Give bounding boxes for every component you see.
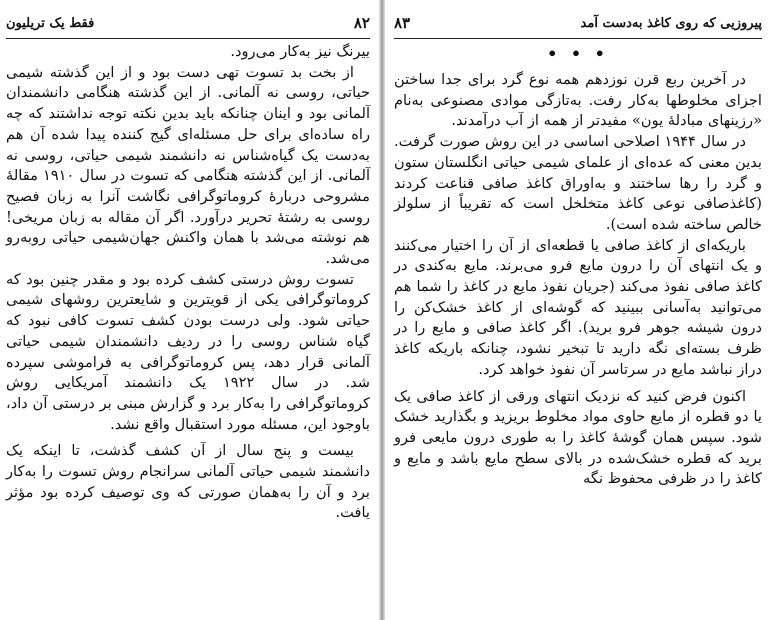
paragraph: تسوت روش درستی کشف کرده بود و مقدر چنین بود که کروماتوگرافی یکی از قویترین و شایعترین روشهای شیمی حیاتی شود. ولی درست بودن کشف تسوت کافی نبود که گیاه شناس روسی را در ردیف دانشمندان شیمی حیاتی آلمانی قرار دهد، پس کروماتوگرافی به فراموشی سپرده شد. در سال ۱۹۲۲ یک دانشمند آمریکایی روش کروماتوگرافی را به‌کار برد و گزارش مبنی بر درستی آن داد، باوجود این، مسئله مورد استقبال واقع نشد. [6,270,370,433]
page-number: ۸۳ [394,14,411,32]
body-text [394,70,762,490]
paragraph: بیست و پنج سال از آن کشف گذشت، تا اینکه یک دانشمند شیمی حیاتی آلمانی سرانجام روش تسوت را به‌کار برد و آن را به‌همان صورتی که وی توصیف کرده بود مؤثر یافت. [6,442,370,522]
paragraph: اکنون فرض کنید که نزدیک انتهای ورقی از کاغذ صافی یک یا دو قطره از مایع حاوی مواد مخلوط بریزید و بگذارید خشک شود. سپس همان گوشهٔ کاغذ را به طوری درون مایعی فرو برید که قطره خشک‌شده در بالای سطح مایع باشد و مایع و کاغذ را در ظرفی محفوظ نگه [394,387,762,488]
paragraph: در آخرین ربع قرن نوزدهم همه نوع گرد برای جدا ساختن اجزای مخلوطها به‌کار رفت. به‌تازگی موادی مصنوعی به‌نام «رزینهای مبادلهٔ یون» مفیدتر از همه از آب در‌آمدند. [394,71,762,130]
page-header [394,8,762,39]
book-spine [379,0,385,620]
running-head: پیروزیی که روی کاغذ به‌دست آمد [580,15,762,31]
paragraph: باریکه‌ای از کاغذ صافی یا قطعه‌ای از آن را اختیار می‌کنند و یک انتهای آن را درون مایع فرو می‌برند. مایع به‌کندی در کاغذ صافی نفوذ می‌کند (جریان نفوذ مایع در کاغذ را شما هم می‌توانید به‌آسانی ببینید که گوشه‌ای از کاغذ خشک‌کن را درون شیشه جوهر فرو برید). اگر کاغذ صافی و مایع را در ظرف بسته‌ای نگه دارید تا تبخیر نشود، چنانکه باریکه کاغذ دراز نباشد مایع در سرتاسر آن نفوذ خواهد کرد. [394,236,762,378]
body-text [6,42,370,524]
paragraph: بیرنگ نیز به‌کار می‌رود. [230,43,370,60]
paragraph: از بخت بد تسوت تهی دست بود و از این گذشته شیمی حیاتی، روسی نه آلمانی. از این گذشته هنگامی دانشمندان آلمانی بود و اینان چنانکه باید بدین نکته توجه نداشتند که چه راه ساده‌ای برای حل مسئله‌ای گیج کننده پیدا شده آن هم به‌دست یک گیاه‌شناس نه دانشمند شیمی حیاتی، روسی نه آلمانی. از این گذشته هنگامی که تسوت در سال ۱۹۱۰ مقالهٔ مشروحی دربارهٔ کروماتوگرافی نگاشت آنرا به زبان فصیح روسی به رشتهٔ تحریر درآورد. اگر آن مقاله به زبان مریخی! هم نوشته می‌شد با همان واکنش جهان‌شیمی حیاتی روبه‌رو می‌شد. [6,63,371,268]
paragraph: در سال ۱۹۴۴ اصلاحی اساسی در این روش صورت گرفت. بدین معنی که عده‌ای از علمای شیمی حیاتی انگلستان ستون و گرد را رها ساختند و به‌اوراق کاغذ صافی قناعت کردند (کاغذصافی نوعی کاغذ متخلخل است که تقریباً از سلولز خالص ساخته شده است). [394,133,762,233]
right-page [386,0,768,620]
page-header [6,8,370,39]
page-number: ۸۲ [353,14,370,32]
left-page [0,0,378,620]
section-ornament: • • • [547,44,609,63]
running-head: فقط یک تریلیون [6,15,95,31]
